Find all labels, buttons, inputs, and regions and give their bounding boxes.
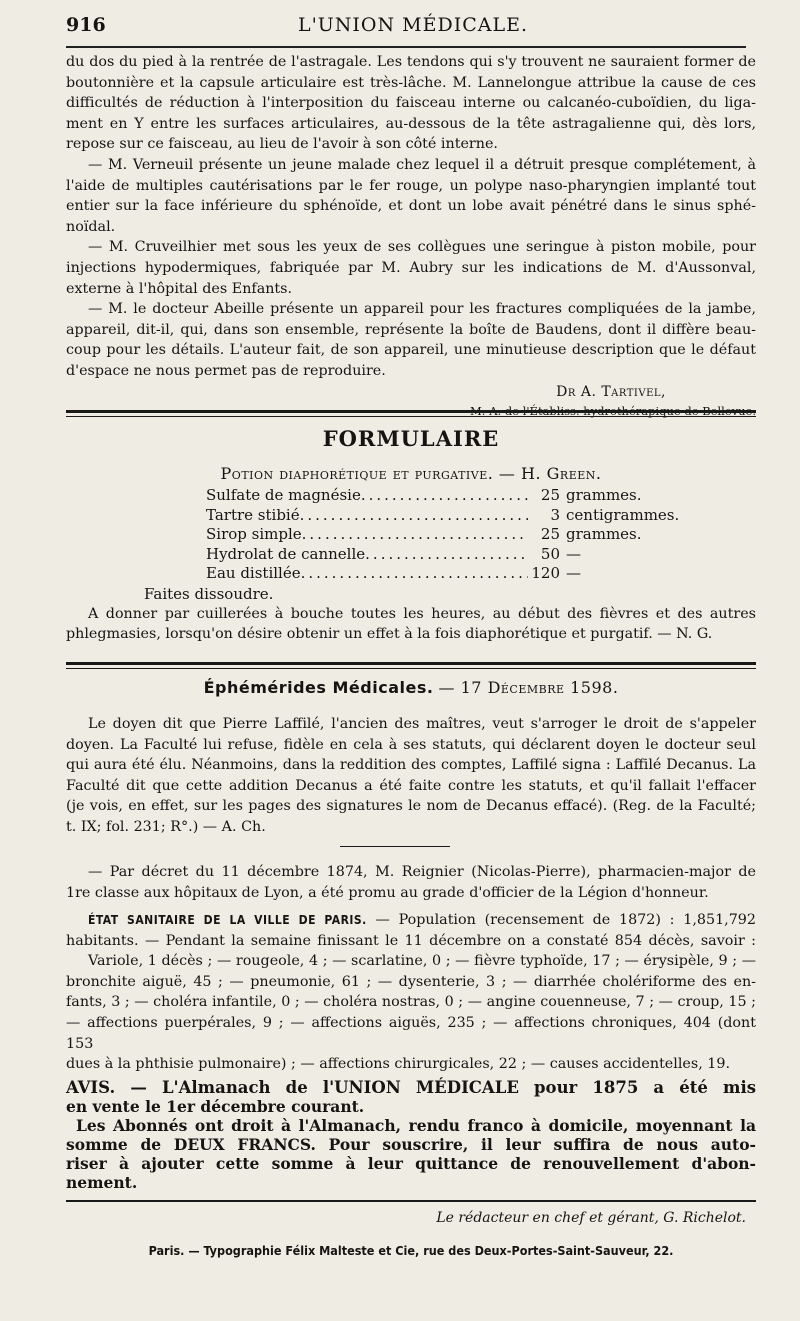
text-line: repose sur ce faisceau, au lieu de l'avoir à son côté interne. bbox=[66, 136, 498, 153]
verneuil-paragraph bbox=[66, 155, 756, 237]
journal-title: L'UNION MÉDICALE. bbox=[297, 14, 529, 36]
ingredients-list bbox=[206, 486, 680, 584]
author-affiliation: M.-A. de l'Établiss. hydrothérapique de Bellevue. bbox=[469, 403, 756, 418]
footer bbox=[66, 1208, 756, 1260]
ingredient-qty: 25 bbox=[540, 525, 560, 543]
text-line: du dos du pied à la rentrée de l'astragale. Les tendons qui s'y trouvent ne sauraient former de bbox=[66, 54, 756, 70]
faites-dissoudre: Faites dissoudre. bbox=[144, 584, 274, 603]
text-line: injections hypodermiques, fabriquée par M. Aubry sur les indications de M. d'Aussonval, bbox=[66, 259, 756, 276]
ingredient-name: Sulfate de magnésie bbox=[206, 486, 361, 504]
ingredient-qty: 120 bbox=[531, 564, 560, 582]
ingredient-name: Hydrolat de cannelle bbox=[206, 544, 366, 563]
text-line: t. IX; fol. 231; R°.) — A. Ch. bbox=[66, 818, 266, 835]
cruveilhier-paragraph bbox=[66, 237, 756, 299]
leader-dots bbox=[302, 525, 528, 545]
decret-paragraph bbox=[66, 862, 756, 903]
etat-heading: ÉTAT SANITAIRE DE LA VILLE DE PARIS. bbox=[88, 913, 367, 927]
leader-dots bbox=[300, 506, 528, 526]
ephemerides-title: Éphémérides Médicales. bbox=[203, 678, 434, 697]
short-divider bbox=[340, 846, 450, 847]
text-line bbox=[66, 910, 756, 931]
abeille-paragraph bbox=[66, 299, 756, 381]
text-line: ment en Y entre les surfaces articulaires, au-dessous de la tête astragalienne qui, dès lors, bbox=[66, 115, 756, 132]
text-line: riser à ajouter cette somme à leur quittance de renouvellement d'abon- bbox=[66, 1154, 756, 1173]
text-line: coup pour les détails. L'auteur fait, de son appareil, une minutieuse description que le défaut bbox=[66, 342, 756, 359]
text-line: — Par décret du 11 décembre 1874, M. Reignier (Nicolas-Pierre), pharmacien-major de bbox=[88, 864, 756, 880]
page-number: 916 bbox=[66, 14, 106, 36]
text-line: qui aura été élu. Néanmoins, dans la reddition des comptes, Laffilé signa : Laffilé Decanus. La bbox=[66, 757, 756, 774]
ingredient-qty: 3 bbox=[550, 505, 560, 524]
ingredient-row bbox=[206, 545, 666, 565]
text-line: (je vois, en effet, sur les pages des signatures le nom de Decanus effacé). (Reg. de la Faculté; bbox=[66, 798, 756, 815]
ingredient-name: Tartre stibié bbox=[206, 505, 300, 524]
section-divider bbox=[66, 662, 756, 669]
etat-first-line: — Population (recensement de 1872) : 1,851,792 bbox=[375, 912, 757, 928]
header-rule bbox=[66, 46, 746, 48]
ingredient-qty: 25 bbox=[540, 486, 560, 504]
ephemerides-heading bbox=[66, 676, 756, 700]
text-line: externe à l'hôpital des Enfants. bbox=[66, 280, 293, 297]
ephemerides-date: — 17 Décembre 1598. bbox=[438, 678, 619, 697]
text-line: Faculté dit que cette addition Decanus a été faite contre les statuts, et qu'il fallait l'effacer bbox=[66, 777, 756, 794]
ingredient-row bbox=[206, 564, 666, 584]
text-line: bronchite aiguë, 45 ; — pneumonie, 61 ; — dysenterie, 3 ; — diarrhée cholériforme des en- bbox=[66, 973, 756, 990]
ingredient-unit: — bbox=[566, 564, 581, 582]
ephemerides-section bbox=[66, 676, 756, 838]
text-line: noïdal. bbox=[66, 218, 116, 235]
ingredient-name: Sirop simple bbox=[206, 525, 302, 543]
leader-dots bbox=[301, 564, 528, 584]
text-line: entier sur la face inférieure du sphénoïde, et dont un lobe avait pénétré dans le sinus sphé- bbox=[66, 198, 756, 215]
ingredient-name: Eau distillée bbox=[206, 564, 301, 582]
editor-line: Le rédacteur en chef et gérant, G. Richelot. bbox=[436, 1210, 746, 1226]
text-line: — M. le docteur Abeille présente un appareil pour les fractures compliquées de la jambe, bbox=[88, 301, 756, 318]
ingredient-unit: grammes. bbox=[566, 486, 642, 504]
ingredient-unit: grammes. bbox=[566, 525, 642, 543]
intro-paragraph bbox=[66, 52, 756, 155]
text-line: Variole, 1 décès ; — rougeole, 4 ; — scarlatine, 0 ; — fièvre typhoïde, 17 ; — érysipèle, 9 ; — bbox=[88, 953, 756, 970]
text-line: Le doyen dit que Pierre Laffilé, l'ancien des maîtres, veut s'arroger le droit de s'appeler bbox=[88, 716, 756, 732]
society-report bbox=[66, 52, 756, 420]
ingredient-row bbox=[206, 486, 666, 506]
avis-notice bbox=[66, 1078, 756, 1192]
potion-title: Potion diaphorétique et purgative. — H. Green. bbox=[220, 464, 602, 483]
text-line: 1re classe aux hôpitaux de Lyon, a été promu au grade d'officier de la Légion d'honneur. bbox=[66, 884, 709, 901]
leader-dots bbox=[365, 545, 528, 565]
text-line: appareil, dit-il, qui, dans son ensemble, représente la boîte de Baudens, dont il diffère beau- bbox=[66, 321, 756, 338]
text-line: fants, 3 ; — choléra infantile, 0 ; — choléra nostras, 0 ; — angine couenneuse, 7 ; — croup, 15 ; bbox=[66, 994, 756, 1011]
section-divider bbox=[66, 410, 756, 417]
text-line: l'aide de multiples cautérisations par le fer rouge, un polype naso-pharyngien implanté tout bbox=[66, 177, 756, 194]
text-line: Les Abonnés ont droit à l'Almanach, rendu franco à domicile, moyennant la bbox=[76, 1116, 756, 1135]
formulaire-section bbox=[66, 424, 756, 645]
etat-sanitaire-paragraph bbox=[66, 910, 756, 1075]
text-line: boutonnière et la capsule articulaire est très-lâche. M. Lannelongue attribue la cause de ces bbox=[66, 74, 756, 91]
text-line: dues à la phthisie pulmonaire) ; — affections chirurgicales, 22 ; — causes accidentelles, 19. bbox=[66, 1056, 731, 1073]
text-line: d'espace ne nous permet pas de reproduire. bbox=[66, 362, 386, 379]
ingredient-unit: centigrammes. bbox=[566, 505, 680, 524]
text-line: AVIS. — L'Almanach de l'UNION MÉDICALE pour 1875 a été mis bbox=[66, 1078, 756, 1097]
formulaire-title: FORMULAIRE bbox=[322, 426, 500, 451]
text-line: doyen. La Faculté lui refuse, fidèle en cela à ses statuts, qui déclarent doyen le docteur seul bbox=[66, 736, 756, 753]
ingredient-unit: — bbox=[566, 544, 581, 563]
text-line: — M. Verneuil présente un jeune malade chez lequel il a détruit presque complétement, à bbox=[88, 156, 756, 173]
author-signature: Dr A. Tartivel, bbox=[556, 383, 666, 400]
text-line: en vente le 1er décembre courant. bbox=[66, 1097, 365, 1116]
imprint-line: Paris. — Typographie Félix Malteste et Cie, rue des Deux-Portes-Saint-Sauveur, 22. bbox=[148, 1243, 674, 1258]
ingredient-row bbox=[206, 505, 680, 526]
text-line: difficultés de réduction à l'interposition du faisceau interne ou calcanéo-cuboïdien, du liga- bbox=[66, 95, 756, 112]
text-line: somme de DEUX FRANCS. Pour souscrire, il leur suffira de nous auto- bbox=[66, 1135, 756, 1154]
ingredient-qty: 50 bbox=[540, 544, 560, 563]
leader-dots bbox=[361, 486, 528, 506]
ephemerides-paragraph bbox=[66, 714, 756, 838]
text-line: — affections puerpérales, 9 ; — affections aiguës, 235 ; — affections chroniques, 404 (dont 153 bbox=[66, 1014, 756, 1052]
text-line: — M. Cruveilhier met sous les yeux de ses collègues une seringue à piston mobile, pour bbox=[88, 239, 756, 256]
page-header bbox=[66, 14, 760, 44]
text-line: phlegmasies, lorsqu'on désire obtenir un effet à la fois diaphorétique et purgatif. — N. G. bbox=[66, 626, 713, 643]
ingredient-row bbox=[206, 525, 666, 545]
text-line: habitants. — Pendant la semaine finissant le 11 décembre on a constaté 854 décès, savoir : bbox=[66, 932, 756, 949]
text-line: nement. bbox=[66, 1173, 138, 1192]
text-line: A donner par cuillerées à bouche toutes les heures, au début des fièvres et des autres bbox=[88, 605, 756, 622]
footer-divider bbox=[66, 1200, 756, 1202]
